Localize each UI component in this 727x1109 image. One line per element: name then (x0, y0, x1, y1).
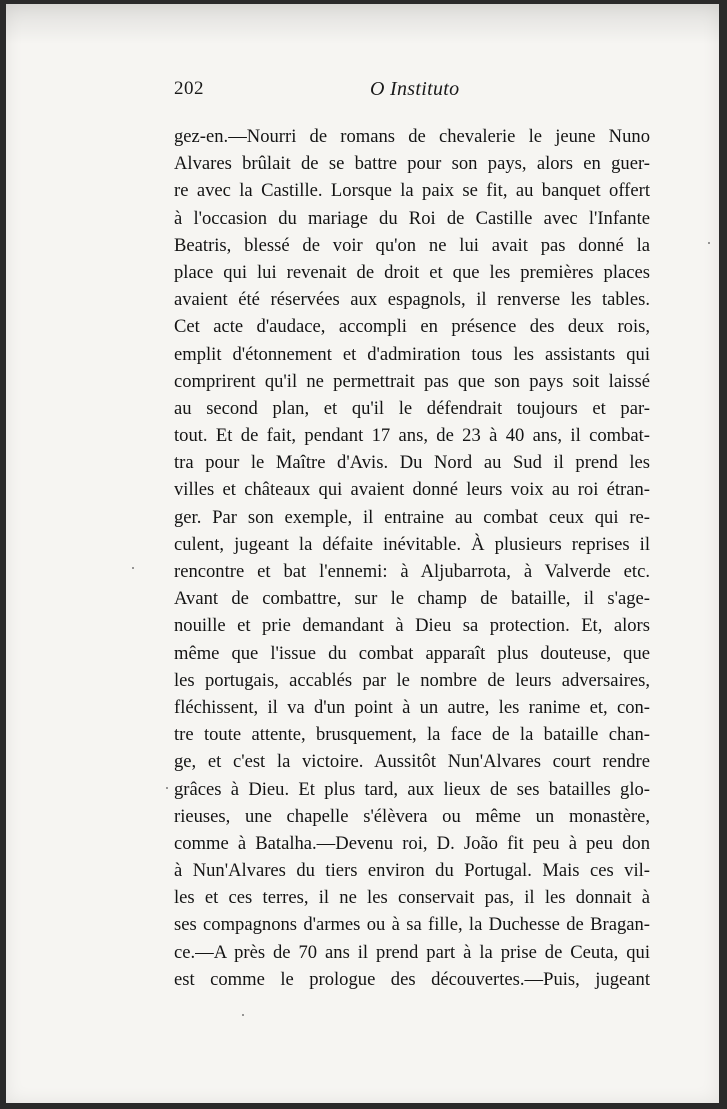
text-line: avaient été réservées aux espagnols, il renverse les tables. (174, 289, 650, 311)
text-line: place qui lui revenait de droit et que les premières places (174, 261, 650, 283)
text-line: à l'occasion du mariage du Roi de Castille avec l'Infante (174, 207, 650, 229)
text-line: villes et châteaux qui avaient donné leurs voix au roi étran- (174, 479, 650, 501)
text-line: gez-en.—Nourri de romans de chevalerie le jeune Nuno (174, 126, 650, 147)
running-title: O Instituto (370, 78, 460, 100)
text-line: ger. Par son exemple, il entraine au combat ceux qui re- (174, 506, 650, 528)
text-line: Alvares brûlait de se battre pour son pays, alors en guer- (174, 153, 650, 175)
text-line: tra pour le Maître d'Avis. Du Nord au Sud il prend les (174, 452, 650, 474)
text-line: re avec la Castille. Lorsque la paix se fit, au banquet offert (174, 180, 650, 202)
page-number: 202 (174, 78, 204, 99)
text-line: à Nun'Alvares du tiers environ du Portugal. Mais ces vil- (174, 860, 650, 882)
text-line: au second plan, et qu'il le défendrait toujours et par- (174, 397, 650, 419)
book-page (6, 4, 719, 1103)
text-line: nouille et prie demandant à Dieu sa protection. Et, alors (174, 615, 650, 637)
paper-speck (708, 242, 710, 244)
paper-speck (242, 1014, 244, 1016)
text-line: est comme le prologue des découvertes.—Puis, jugeant (174, 968, 650, 990)
text-line: ses compagnons d'armes ou à sa fille, la Duchesse de Bragan- (174, 914, 650, 936)
text-line: fléchissent, il va d'un point à un autre, les ranime et, con- (174, 696, 650, 718)
text-line: Beatris, blessé de voir qu'on ne lui avait pas donné la (174, 234, 650, 256)
text-line: Avant de combattre, sur le champ de bataille, il s'age- (174, 588, 650, 610)
paper-speck (132, 567, 134, 569)
text-line: rencontre et bat l'ennemi: à Aljubarrota, à Valverde etc. (174, 561, 650, 582)
text-line: les et ces terres, il ne les conservait pas, il les donnait à (174, 887, 650, 909)
text-line: tre toute attente, brusquement, la face de la bataille chan- (174, 724, 650, 746)
body-text (174, 123, 650, 993)
text-line: ce.—A près de 70 ans il prend part à la prise de Ceuta, qui (174, 941, 650, 963)
text-line: tout. Et de fait, pendant 17 ans, de 23 à 40 ans, il combat- (174, 425, 650, 447)
text-line: Cet acte d'audace, accompli en présence des deux rois, (174, 316, 650, 338)
paper-speck (166, 787, 168, 789)
text-line: comme à Batalha.—Devenu roi, D. João fit peu à peu don (174, 832, 650, 854)
text-line: comprirent qu'il ne permettrait pas que son pays soit laissé (174, 370, 650, 392)
page-header (6, 76, 719, 106)
text-line: emplit d'étonnement et d'admiration tous les assistants qui (174, 343, 650, 365)
text-line: rieuses, une chapelle s'élèvera ou même un monastère, (174, 805, 650, 827)
text-line: même que l'issue du combat apparaît plus douteuse, que (174, 642, 650, 664)
text-line: grâces à Dieu. Et plus tard, aux lieux de ses batailles glo- (174, 778, 650, 800)
text-line: les portugais, accablés par le nombre de leurs adversaires, (174, 669, 650, 691)
text-line: ge, et c'est la victoire. Aussitôt Nun'Alvares court rendre (174, 751, 650, 773)
text-line: culent, jugeant la défaite inévitable. À plusieurs reprises il (174, 533, 650, 555)
